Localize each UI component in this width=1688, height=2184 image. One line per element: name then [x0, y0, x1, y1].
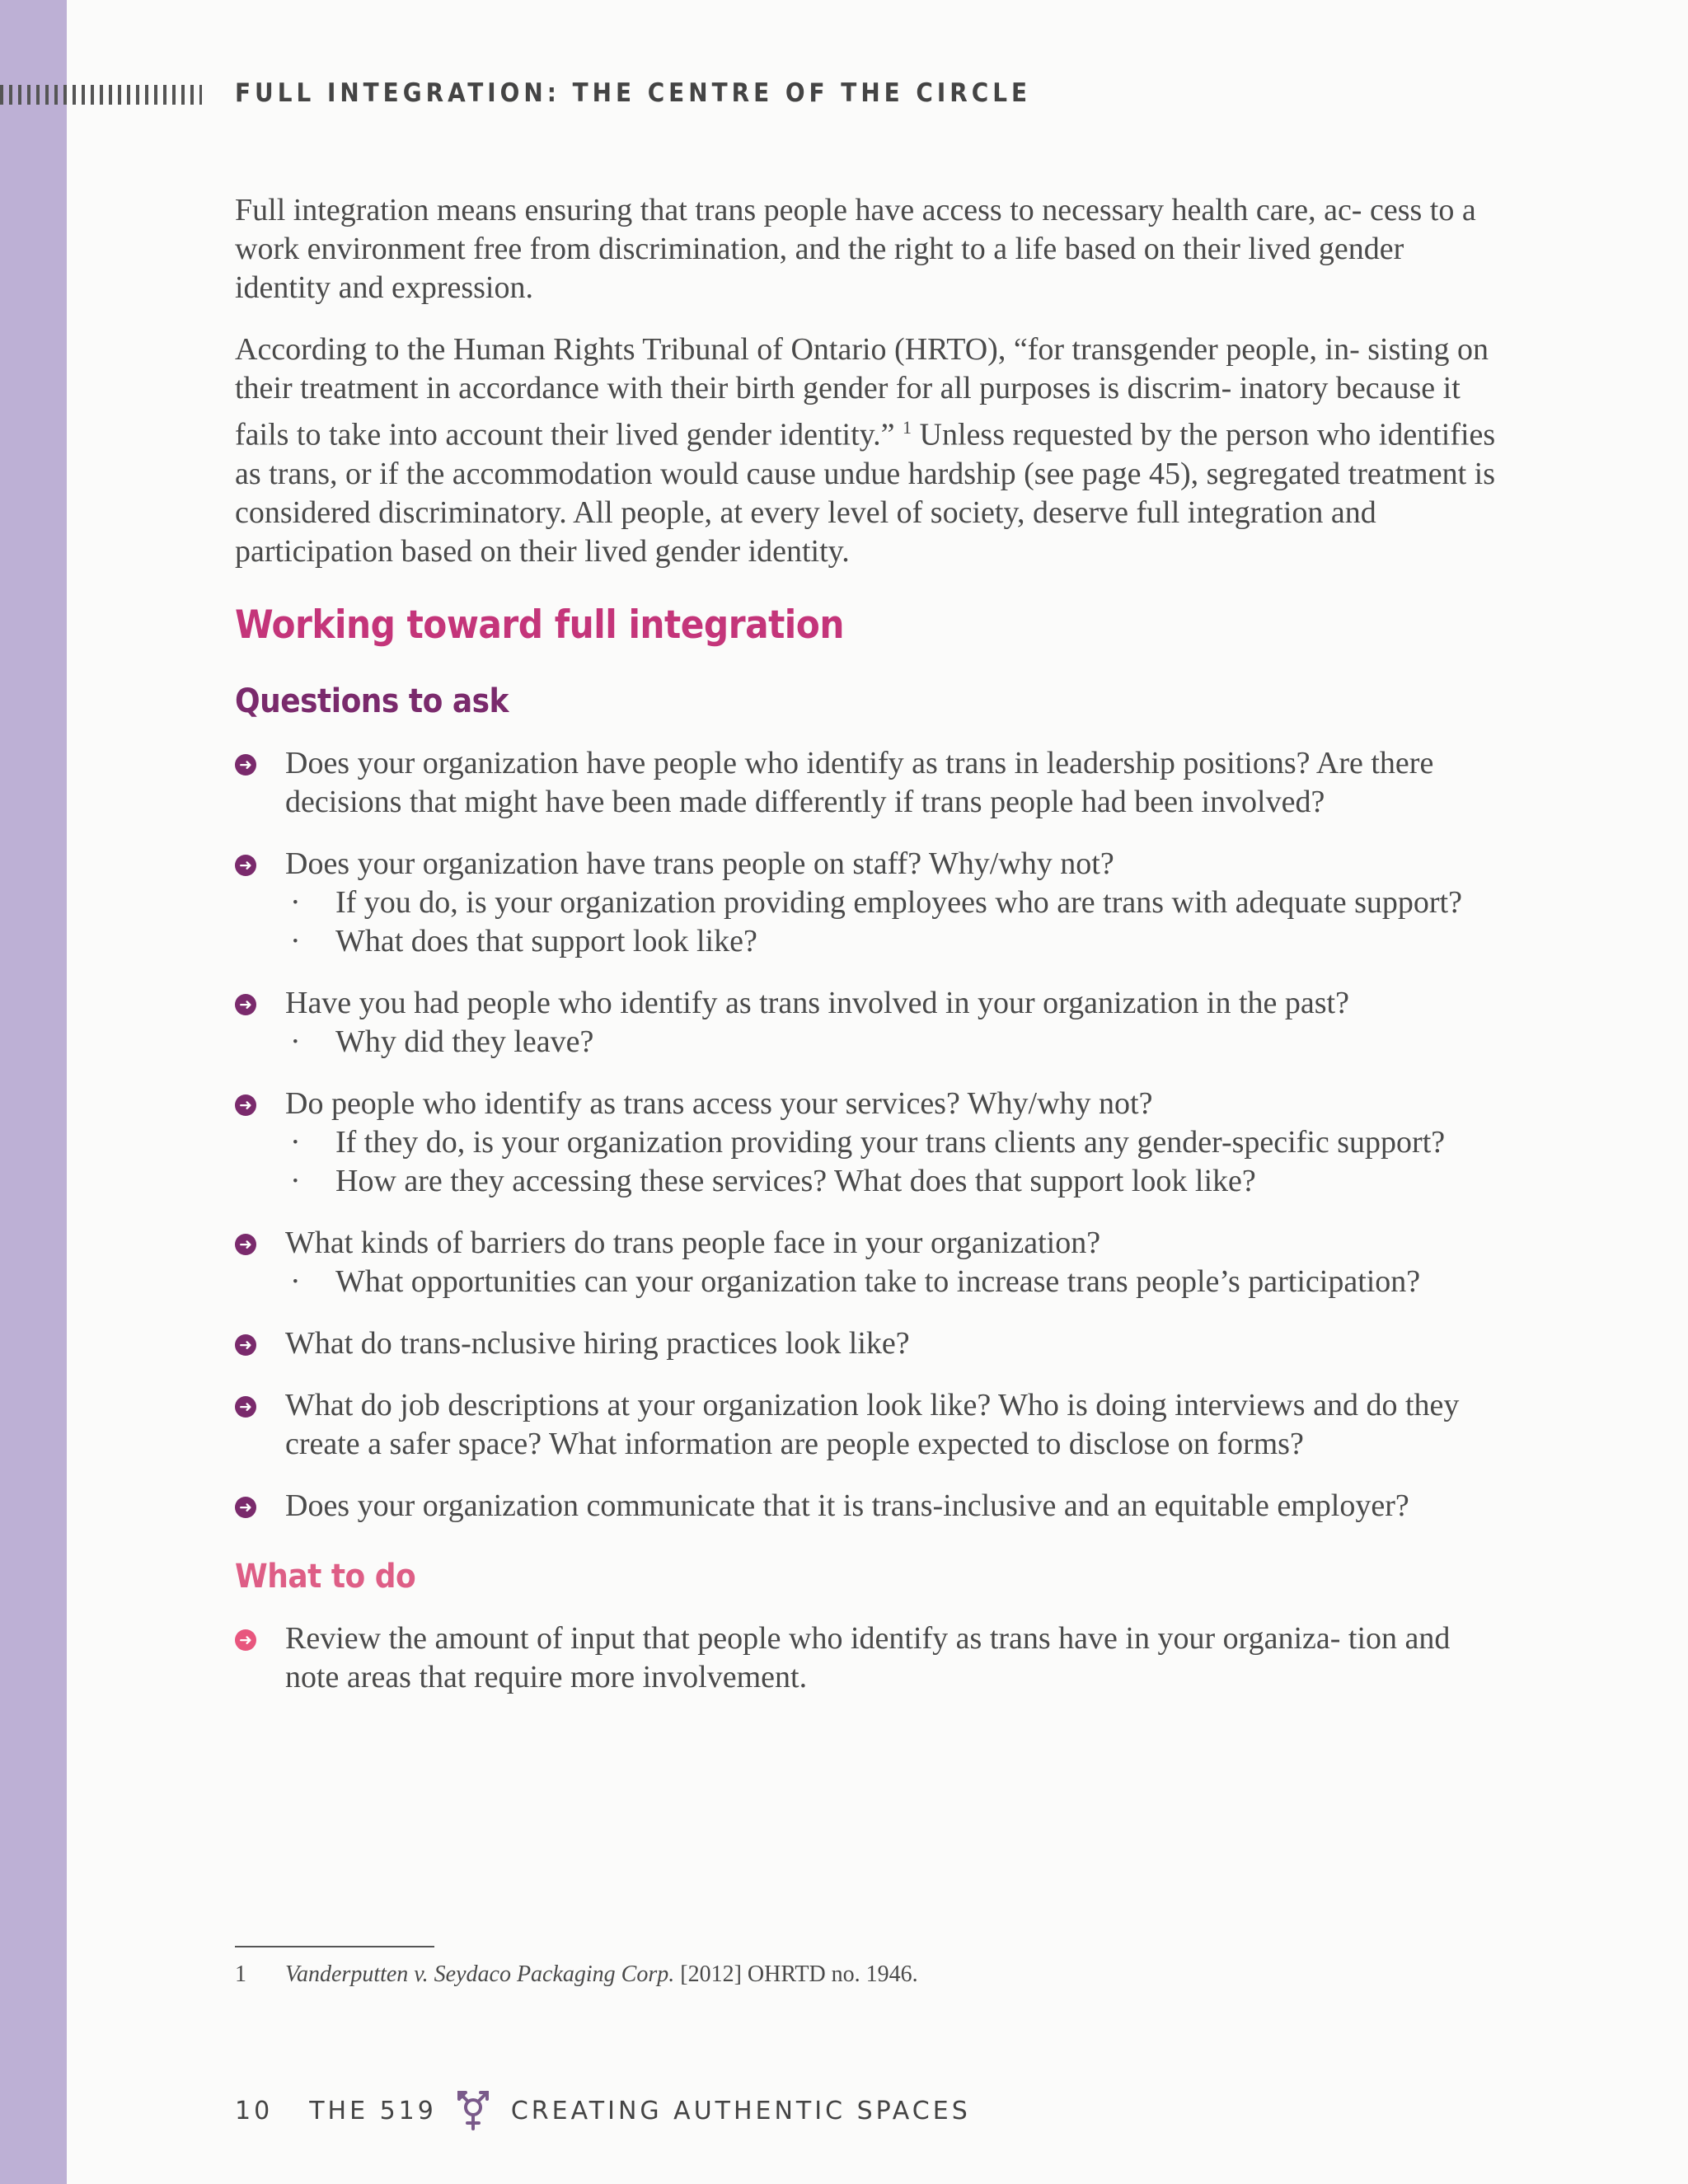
transgender-symbol-icon — [453, 2089, 493, 2132]
dot-bullet-icon: · — [290, 923, 301, 958]
list-item — [235, 984, 1504, 1062]
arrow-bullet-icon: ➜ — [235, 754, 256, 776]
list-item — [235, 1224, 1504, 1301]
list-item-text: Review the amount of input that people who identify as trans have in your organiza- tion and note areas that require more involvement. — [285, 1620, 1451, 1694]
list-item-text: What do job descriptions at your organization look like? Who is doing interviews and do they create a safer space? What information are people expected to disclose on forms? — [285, 1387, 1460, 1461]
page-number: 10 — [235, 2096, 274, 2125]
running-head: FULL INTEGRATION: THE CENTRE OF THE CIRCLE — [235, 78, 1032, 108]
arrow-bullet-icon: ➜ — [235, 1234, 256, 1255]
list-item-text: Does your organization communicate that it is trans-inclusive and an equitable employer? — [285, 1488, 1409, 1523]
list-item-text: Does your organization have trans people on staff? Why/why not? — [285, 846, 1114, 881]
sub-list-item — [285, 1263, 1504, 1301]
arrow-bullet-icon: ➜ — [235, 1629, 256, 1651]
decorative-sidebar — [0, 0, 67, 2184]
dot-bullet-icon: · — [290, 884, 301, 920]
sub-list-item-text: What does that support look like? — [335, 923, 757, 958]
list-item — [235, 1487, 1504, 1526]
footnote-rule — [235, 1946, 434, 1947]
sub-list — [285, 1263, 1504, 1301]
list-item-text: What do trans-nclusive hiring practices look like? — [285, 1325, 910, 1361]
arrow-bullet-icon: ➜ — [235, 1396, 256, 1418]
list-item-text: Do people who identify as trans access your services? Why/why not? — [285, 1085, 1153, 1121]
sub-list-item-text: How are they accessing these services? What does that support look like? — [335, 1163, 1256, 1198]
sub-list-item — [285, 1023, 1504, 1062]
todo-list — [235, 1619, 1504, 1697]
footnote-number: 1 — [235, 1961, 246, 1987]
sub-list-item — [285, 922, 1504, 961]
list-item-text: Does your organization have people who identify as trans in leadership positions? Are there decisions that might have been made differently if trans people had been involved? — [285, 745, 1434, 819]
arrow-bullet-icon: ➜ — [235, 1334, 256, 1356]
arrow-bullet-icon: ➜ — [235, 855, 256, 876]
questions-list — [235, 744, 1504, 1526]
list-item — [235, 1386, 1504, 1464]
footnote-case: Vanderputten v. Seydaco Packaging Corp. — [285, 1961, 675, 1987]
sub-list-item-text: What opportunities can your organization take to increase trans people’s participation? — [335, 1263, 1421, 1299]
sub-list — [285, 1123, 1504, 1201]
dot-bullet-icon: · — [290, 1024, 301, 1059]
sub-list-item — [285, 1162, 1504, 1201]
footer-title: CREATING AUTHENTIC SPACES — [510, 2096, 971, 2125]
list-item — [235, 1619, 1504, 1697]
footer-org: THE 519 — [309, 2096, 437, 2125]
arrow-bullet-icon: ➜ — [235, 1497, 256, 1518]
todo-heading: What to do — [235, 1557, 416, 1596]
list-item — [235, 1324, 1504, 1363]
intro-paragraph: Full integration means ensuring that trans people have access to necessary health care, ac- cess to a work environment free from discrimination, and the right to a life based on their lived gender identity and expression. — [235, 193, 1476, 305]
sub-list-item-text: If you do, is your organization providing employees who are trans with adequate support? — [335, 884, 1462, 920]
list-item — [235, 1085, 1504, 1201]
sub-list — [285, 883, 1504, 961]
tick-marks-decoration — [0, 85, 202, 105]
sub-list-item — [285, 1123, 1504, 1162]
footnote-reference: 1 — [903, 417, 912, 438]
arrow-bullet-icon: ➜ — [235, 994, 256, 1015]
section-title: Working toward full integration — [235, 602, 844, 648]
footnote — [235, 1961, 918, 1988]
sub-list-item-text: If they do, is your organization providing your trans clients any gender-specific support? — [335, 1124, 1446, 1160]
dot-bullet-icon: · — [290, 1124, 301, 1160]
sub-list — [285, 1023, 1504, 1062]
sub-list-item — [285, 883, 1504, 922]
dot-bullet-icon: · — [290, 1163, 301, 1198]
arrow-bullet-icon: ➜ — [235, 1094, 256, 1116]
footnote-citation: [2012] OHRTD no. 1946. — [674, 1961, 918, 1987]
dot-bullet-icon: · — [290, 1263, 301, 1299]
page-footer — [235, 2089, 971, 2132]
questions-heading: Questions to ask — [235, 682, 509, 720]
list-item-text: What kinds of barriers do trans people face in your organization? — [285, 1225, 1101, 1260]
main-content — [235, 191, 1504, 1720]
hrto-paragraph: According to the Human Rights Tribunal of Ontario (HRTO), “for transgender people, in- sisting on their treatment in accordance with their birth gender for all purposes is discrim- inatory because it fails to take into account their lived gender identity.” $^1$ Unless requested by the person who identifies as trans, or if the accommodation would cause undue hardship (see page 45), segregated treatment is considered discriminatory. All people, at every level of society, deserve full integration and participation based on their lived gender identity. — [235, 332, 1496, 569]
list-item — [235, 744, 1504, 822]
list-item-text: Have you had people who identify as trans involved in your organization in the past? — [285, 985, 1349, 1020]
list-item — [235, 845, 1504, 961]
sub-list-item-text: Why did they leave? — [335, 1024, 594, 1059]
